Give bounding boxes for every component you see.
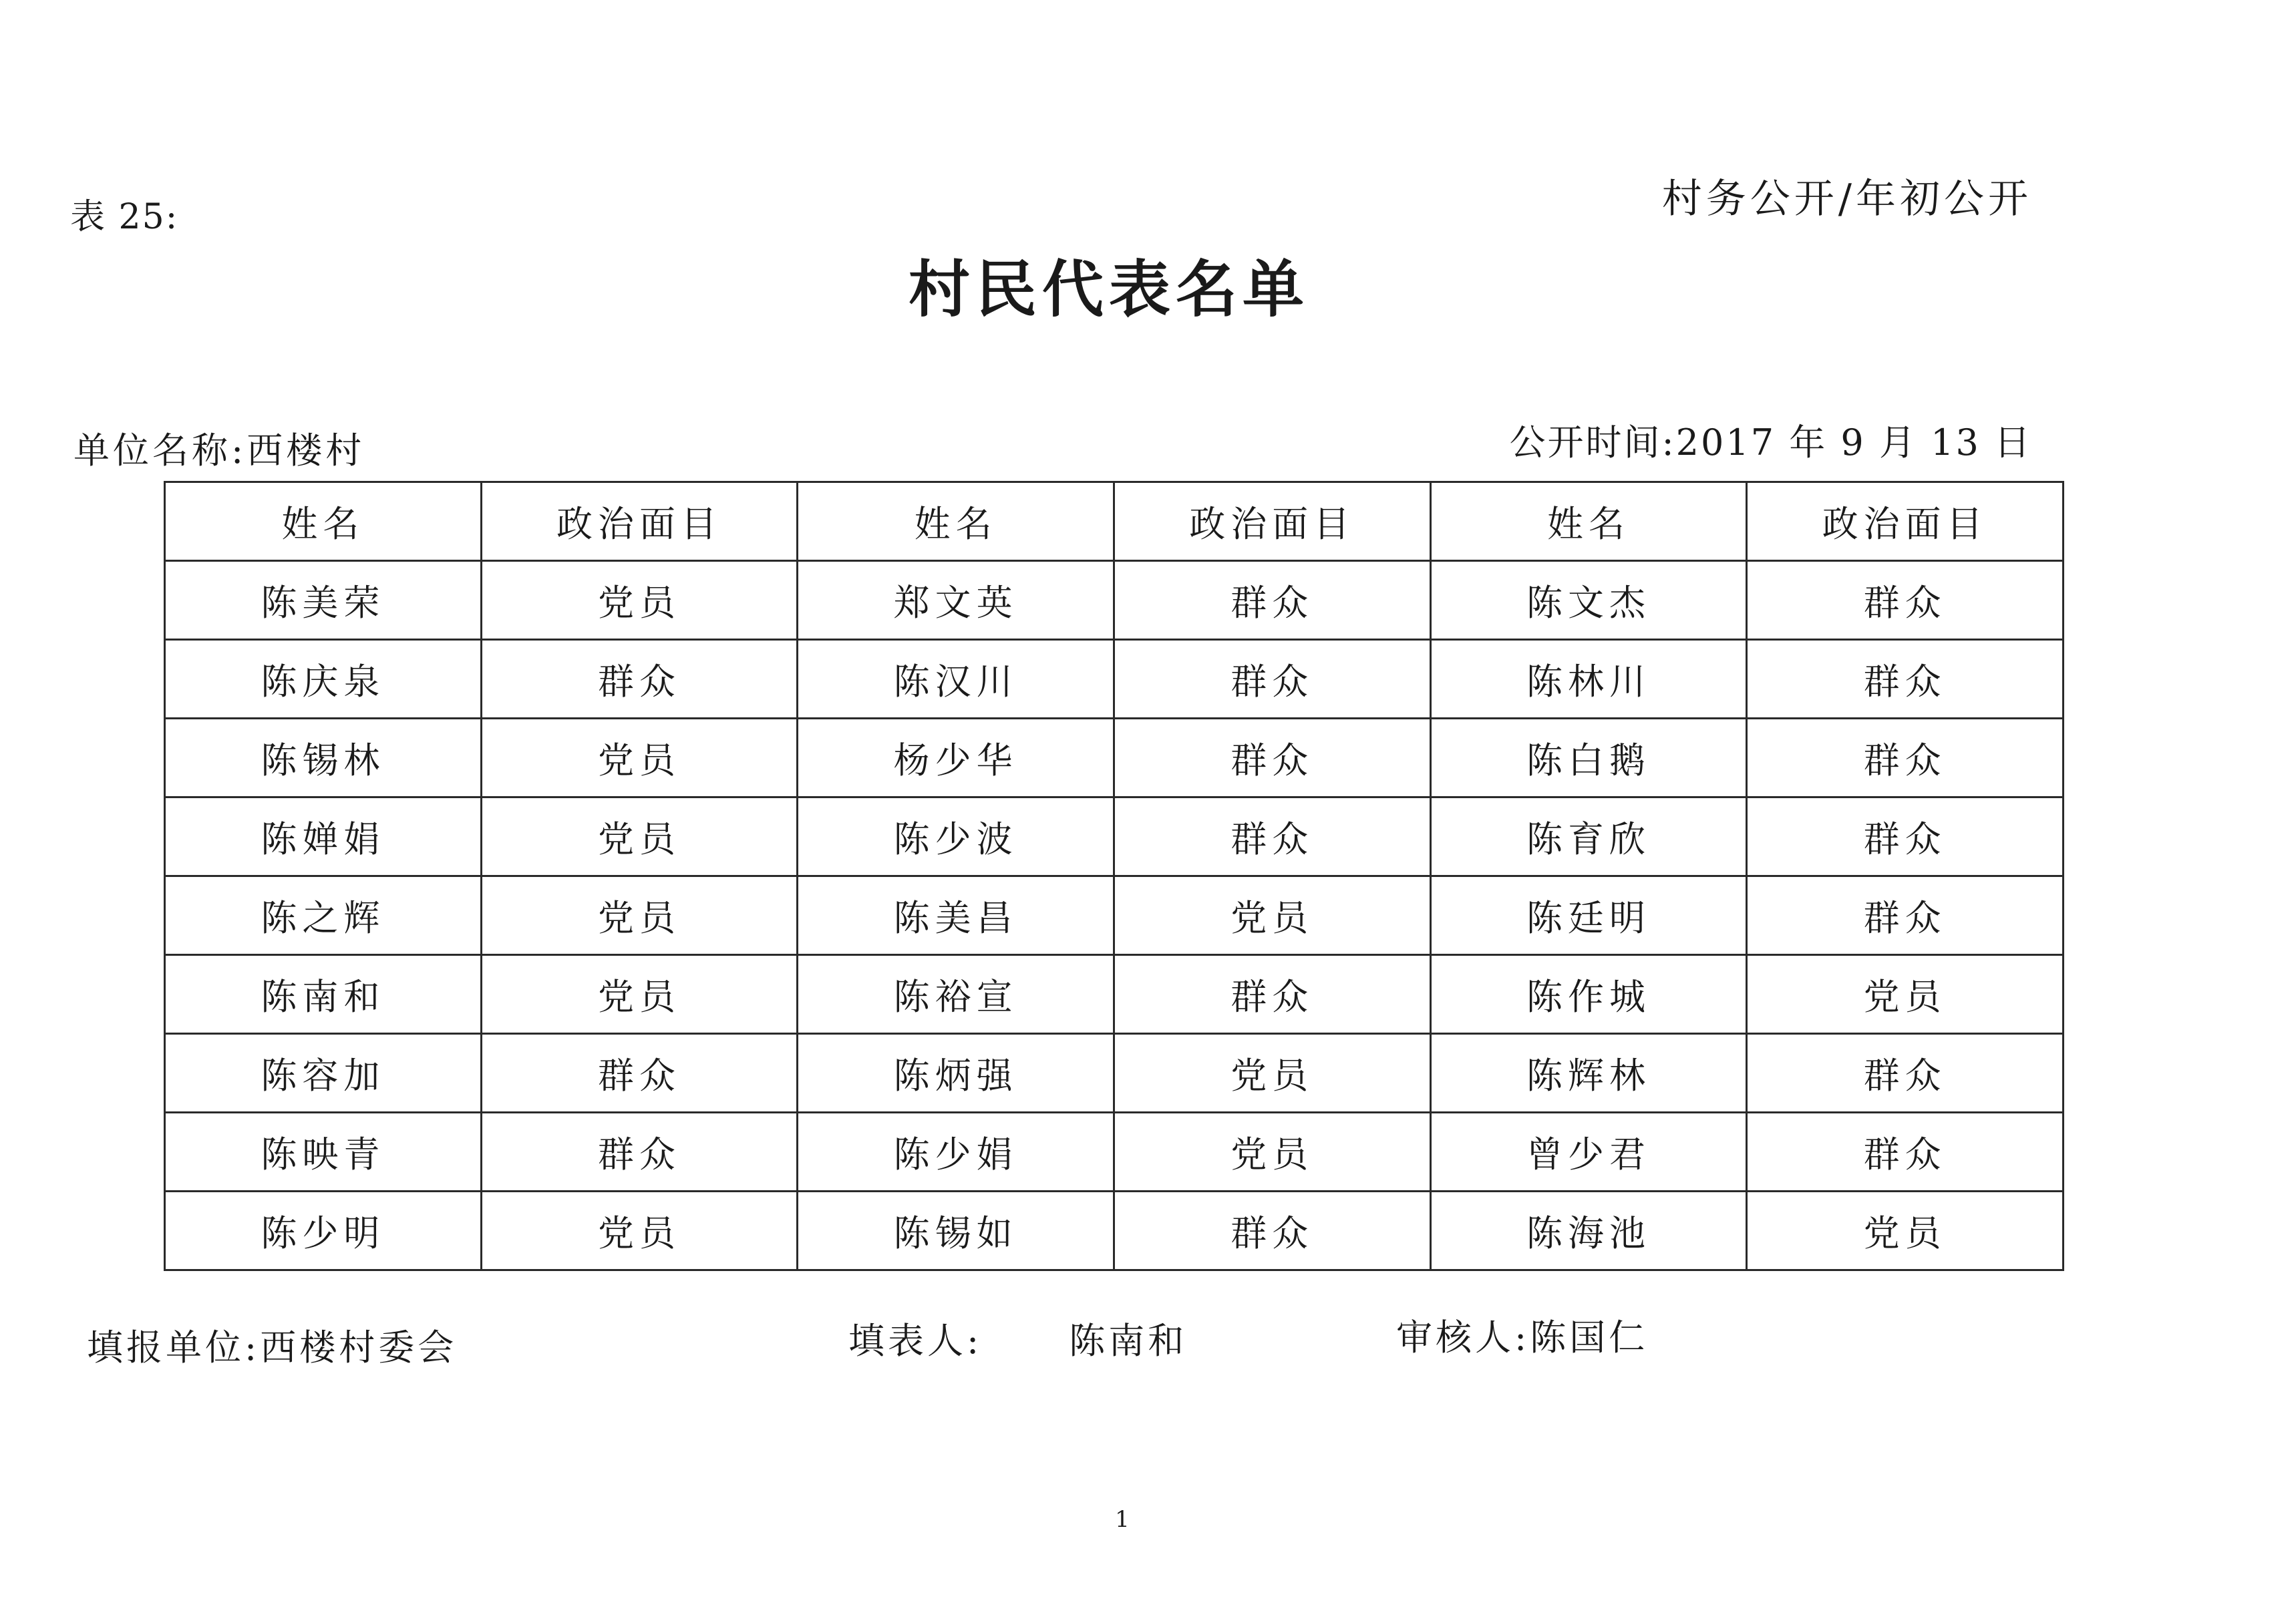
- name-cell: 陈南和: [165, 955, 482, 1034]
- name-cell: 陈文杰: [1430, 561, 1747, 640]
- political-status-cell: 党员: [481, 876, 798, 955]
- name-cell: 陈美昌: [798, 876, 1114, 955]
- political-status-cell: 群众: [1747, 797, 2064, 876]
- political-status-cell: 群众: [1747, 561, 2064, 640]
- column-header: 政治面目: [1114, 482, 1430, 561]
- name-cell: 曾少君: [1430, 1113, 1747, 1192]
- political-status-cell: 群众: [1747, 876, 2064, 955]
- table-row: [165, 797, 2064, 876]
- name-cell: 陈汉川: [798, 640, 1114, 719]
- political-status-cell: 党员: [1747, 1192, 2064, 1270]
- political-status-cell: 群众: [1747, 640, 2064, 719]
- political-status-cell: 党员: [1114, 1113, 1430, 1192]
- political-status-cell: 群众: [1114, 1192, 1430, 1270]
- reporting-unit: 填报单位:西楼村委会: [87, 1326, 458, 1369]
- name-cell: 陈锡林: [165, 719, 482, 797]
- filled-by-name: 陈南和: [1069, 1320, 1188, 1362]
- name-cell: 郑文英: [798, 561, 1114, 640]
- filled-by: [848, 1312, 1187, 1364]
- political-status-cell: 党员: [481, 1192, 798, 1270]
- filled-by-label: 填表人:: [848, 1320, 983, 1362]
- table-body: [165, 561, 2064, 1270]
- table-row: [165, 1034, 2064, 1113]
- political-status-cell: 群众: [1114, 561, 1430, 640]
- political-status-cell: 党员: [1114, 876, 1430, 955]
- political-status-cell: 群众: [1114, 719, 1430, 797]
- name-cell: 陈辉林: [1430, 1034, 1747, 1113]
- publish-date: 公开时间:2017 年 9 月 13 日: [1509, 421, 2032, 464]
- political-status-cell: 党员: [481, 797, 798, 876]
- table-row: [165, 719, 2064, 797]
- political-status-cell: 群众: [1114, 797, 1430, 876]
- political-status-cell: 党员: [1747, 955, 2064, 1034]
- political-status-cell: 党员: [481, 561, 798, 640]
- political-status-cell: 党员: [1114, 1034, 1430, 1113]
- table-row: [165, 955, 2064, 1034]
- name-cell: 陈林川: [1430, 640, 1747, 719]
- column-header: 姓名: [798, 482, 1114, 561]
- name-cell: 陈容加: [165, 1034, 482, 1113]
- table-row: [165, 1113, 2064, 1192]
- table-row: [165, 876, 2064, 955]
- table-number: 表 25:: [70, 197, 179, 237]
- name-cell: 陈庆泉: [165, 640, 482, 719]
- name-cell: 陈白鹅: [1430, 719, 1747, 797]
- political-status-cell: 群众: [1114, 640, 1430, 719]
- political-status-cell: 群众: [1747, 1113, 2064, 1192]
- column-header: 姓名: [165, 482, 482, 561]
- name-cell: 陈育欣: [1430, 797, 1747, 876]
- name-cell: 陈作城: [1430, 955, 1747, 1034]
- column-header: 政治面目: [481, 482, 798, 561]
- table-row: [165, 1192, 2064, 1270]
- reviewer: 审核人:陈国仁: [1396, 1316, 1649, 1359]
- name-cell: 陈廷明: [1430, 876, 1747, 955]
- political-status-cell: 群众: [481, 640, 798, 719]
- name-cell: 陈海池: [1430, 1192, 1747, 1270]
- political-status-cell: 群众: [1114, 955, 1430, 1034]
- name-cell: 陈裕宣: [798, 955, 1114, 1034]
- column-header: 姓名: [1430, 482, 1747, 561]
- name-cell: 陈映青: [165, 1113, 482, 1192]
- table-header-row: [165, 482, 2064, 561]
- political-status-cell: 党员: [481, 955, 798, 1034]
- political-status-cell: 群众: [1747, 719, 2064, 797]
- name-cell: 陈少娟: [798, 1113, 1114, 1192]
- name-cell: 陈少波: [798, 797, 1114, 876]
- document-title: 村民代表名单: [908, 253, 1309, 325]
- column-header: 政治面目: [1747, 482, 2064, 561]
- name-cell: 陈之辉: [165, 876, 482, 955]
- name-cell: 杨少华: [798, 719, 1114, 797]
- unit-name: 单位名称:西楼村: [73, 429, 365, 472]
- name-cell: 陈锡如: [798, 1192, 1114, 1270]
- name-cell: 陈炳强: [798, 1034, 1114, 1113]
- political-status-cell: 党员: [481, 719, 798, 797]
- name-cell: 陈婵娟: [165, 797, 482, 876]
- page-number: 1: [1115, 1506, 1130, 1533]
- disclosure-type: 村务公开/年初公开: [1661, 176, 2032, 222]
- representative-roster-table: [164, 481, 2064, 1271]
- name-cell: 陈美荣: [165, 561, 482, 640]
- political-status-cell: 群众: [1747, 1034, 2064, 1113]
- political-status-cell: 群众: [481, 1034, 798, 1113]
- table-row: [165, 561, 2064, 640]
- name-cell: 陈少明: [165, 1192, 482, 1270]
- political-status-cell: 群众: [481, 1113, 798, 1192]
- table-row: [165, 640, 2064, 719]
